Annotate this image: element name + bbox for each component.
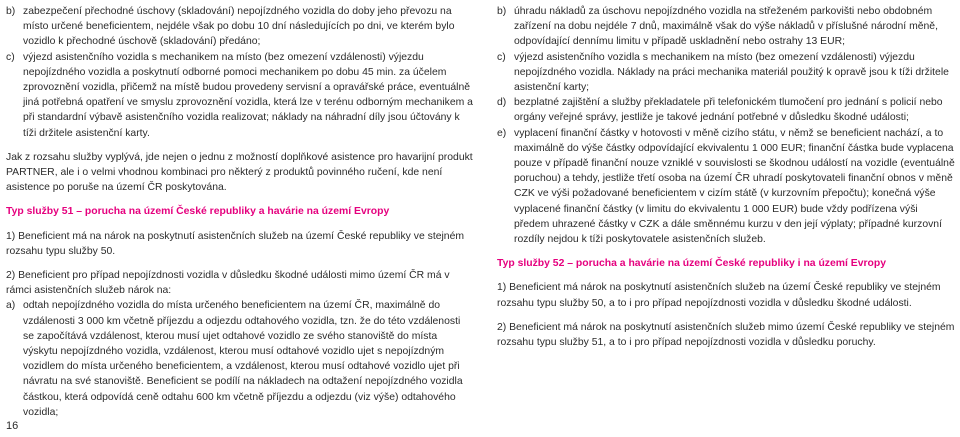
paragraph: 1) Beneficient má nárok na poskytnutí asistenčních služeb na území České republiky ve stejném rozsahu typu služby 50, a to i pro případ nepojízdnosti vozidla v důsledku škodné události. (497, 282, 941, 309)
list-text: vyplacení finanční částky v hotovosti v měně cizího státu, v němž se beneficient nachází, a to maximálně do výše částky odpovídající ekvivalentu 1 000 EUR; finanční částka bude vyplacena pouze v případě finanční nouze vzniklé v souvislosti se škodnou událostí na vozidle (eventuálně poruchou) a tehdy, jestliže třetí osoba na území ČR uhradí poskytovateli finanční obnos v měně CZK ve výši požadované beneficientem v cizím státě (v kurzovním přepočtu); konečná výše vyplacené finanční částky (v limitu do ekvivalentu 1 000 EUR) bude vždy podřízena výši předem uhrazené částky v CZK a dále směnnému kurzu v den její výplaty; případné kurzovní rozdíly nejdou k tíži poskytovatele asistenčních služeb. (514, 127, 955, 246)
paragraph: 2) Beneficient pro případ nepojízdnosti vozidla v důsledku škodné události mimo území ČR má v rámci asistenčních služeb nárok na: (6, 270, 450, 297)
paragraph: Jak z rozsahu služby vyplývá, jde nejen o jednu z možností doplňkové asistence pro havarijní produkt PARTNER, ale i o velmi vhodnou kombinaci pro některý z produktů povinného ručení, kde není asistence po poruše na území ČR poskytována. (6, 151, 473, 194)
left-column (6, 4, 474, 420)
list-marker: e) (497, 127, 507, 139)
right-column (497, 4, 955, 350)
list-item-b (6, 4, 474, 50)
list-marker: b) (497, 6, 507, 17)
list-text: zabezpečení přechodné úschovy (skladování) nepojízdného vozidla do doby jeho převozu na místo určené beneficientem, nejdéle však po dobu 10 dní následujících po dni, ve kterém bylo vozidlo k přechodné úschově (skladování) předáno; (23, 6, 455, 48)
section-heading: Typ služby 52 – porucha a havárie na území České republiky i na území Evropy (497, 258, 887, 270)
list-marker: a) (6, 300, 16, 312)
list-text: výjezd asistenčního vozidla s mechanikem na místo (bez omezení vzdálenosti) výjezdu nepojízdného vozidla. Náklady na práci mechanika materiál použitý k opravě jsou k tíži držitele asistenční karty; (514, 51, 949, 94)
list-marker: c) (6, 51, 15, 63)
list-text: bezplatné zajištění a služby překladatele při telefonickém tlumočení pro jednání s policií nebo orgány veřejné správy, jestliže je takové jednání potřebné v důsledku škodné události; (514, 97, 943, 124)
list-item-a (6, 298, 474, 420)
list-item-b (497, 4, 955, 50)
list-item-c (6, 50, 474, 141)
list-marker: c) (497, 51, 506, 63)
list-text: úhradu nákladů za úschovu nepojízdného vozidla na střeženém parkovišti nebo obdobném zařízení na dobu nejdéle 7 dnů, maximálně však do výše nákladů v příslušné národní měně, odpovídající dennímu limitu v případě uskladnění nebo ostrahy 13 EUR; (514, 6, 938, 48)
section-heading: Typ služby 51 – porucha na území České republiky a havárie na území Evropy (6, 206, 390, 218)
page-number: 16 (6, 420, 19, 432)
list-text: výjezd asistenčního vozidla s mechanikem na místo (bez omezení vzdálenosti) výjezdu nepojízdného vozidla a poskytnutí odborné pomoci mechanikem po dobu 45 min. za účelem zprovoznění vozidla, přičemž na místě budou provedeny servisní a opravářské práce, eventuálně jiná potřebná opatření ve smyslu zprovoznění vozidla, která lze v terénu odborným mechanikem a při standardní výbavě asistenčního vozidla realizovat; náklady na náhradní díly jsou účtovány k tíži držitele asistenční karty. (23, 51, 473, 139)
list-marker: d) (497, 97, 507, 109)
list-text: odtah nepojízdného vozidla do místa určeného beneficientem na území ČR, maximálně do vzdálenosti 3 000 km včetně příjezdu a odjezdu odtahového vozidla, tzn. že do této vzdálenosti se započítává vzdálenost, kterou musí ujet odtahové vozidlo ze svého stanoviště do místa výskytu nepojízdného vozidla, vzdálenost, kterou musí odtahové vozidlo ujet s nepojízdným vozidlem do místa určeného beneficientem, a vzdálenost, kterou musí odtahové vozidlo ujet při návratu na své stanoviště. Beneficient se podílí na nákladech na odtažení nepojízdného vozidla částkou, která odpovídá ceně odtahu 600 km včetně příjezdu a odjezdu (viz výše) odtahového vozidla; (23, 300, 463, 418)
paragraph: 2) Beneficient má nárok na poskytnutí asistenčních služeb mimo území České republiky ve stejném rozsahu typu služby 51, a to i pro případ nepojízdnosti vozidla v důsledku poruchy. (497, 321, 955, 349)
list-item-d (497, 95, 955, 125)
list-item-c (497, 50, 955, 96)
list-marker: b) (6, 6, 16, 17)
paragraph: 1) Beneficient má na nárok na poskytnutí asistenčních služeb na území České republiky ve stejném rozsahu typu služby 50. (6, 230, 465, 257)
list-item-e (497, 126, 955, 248)
